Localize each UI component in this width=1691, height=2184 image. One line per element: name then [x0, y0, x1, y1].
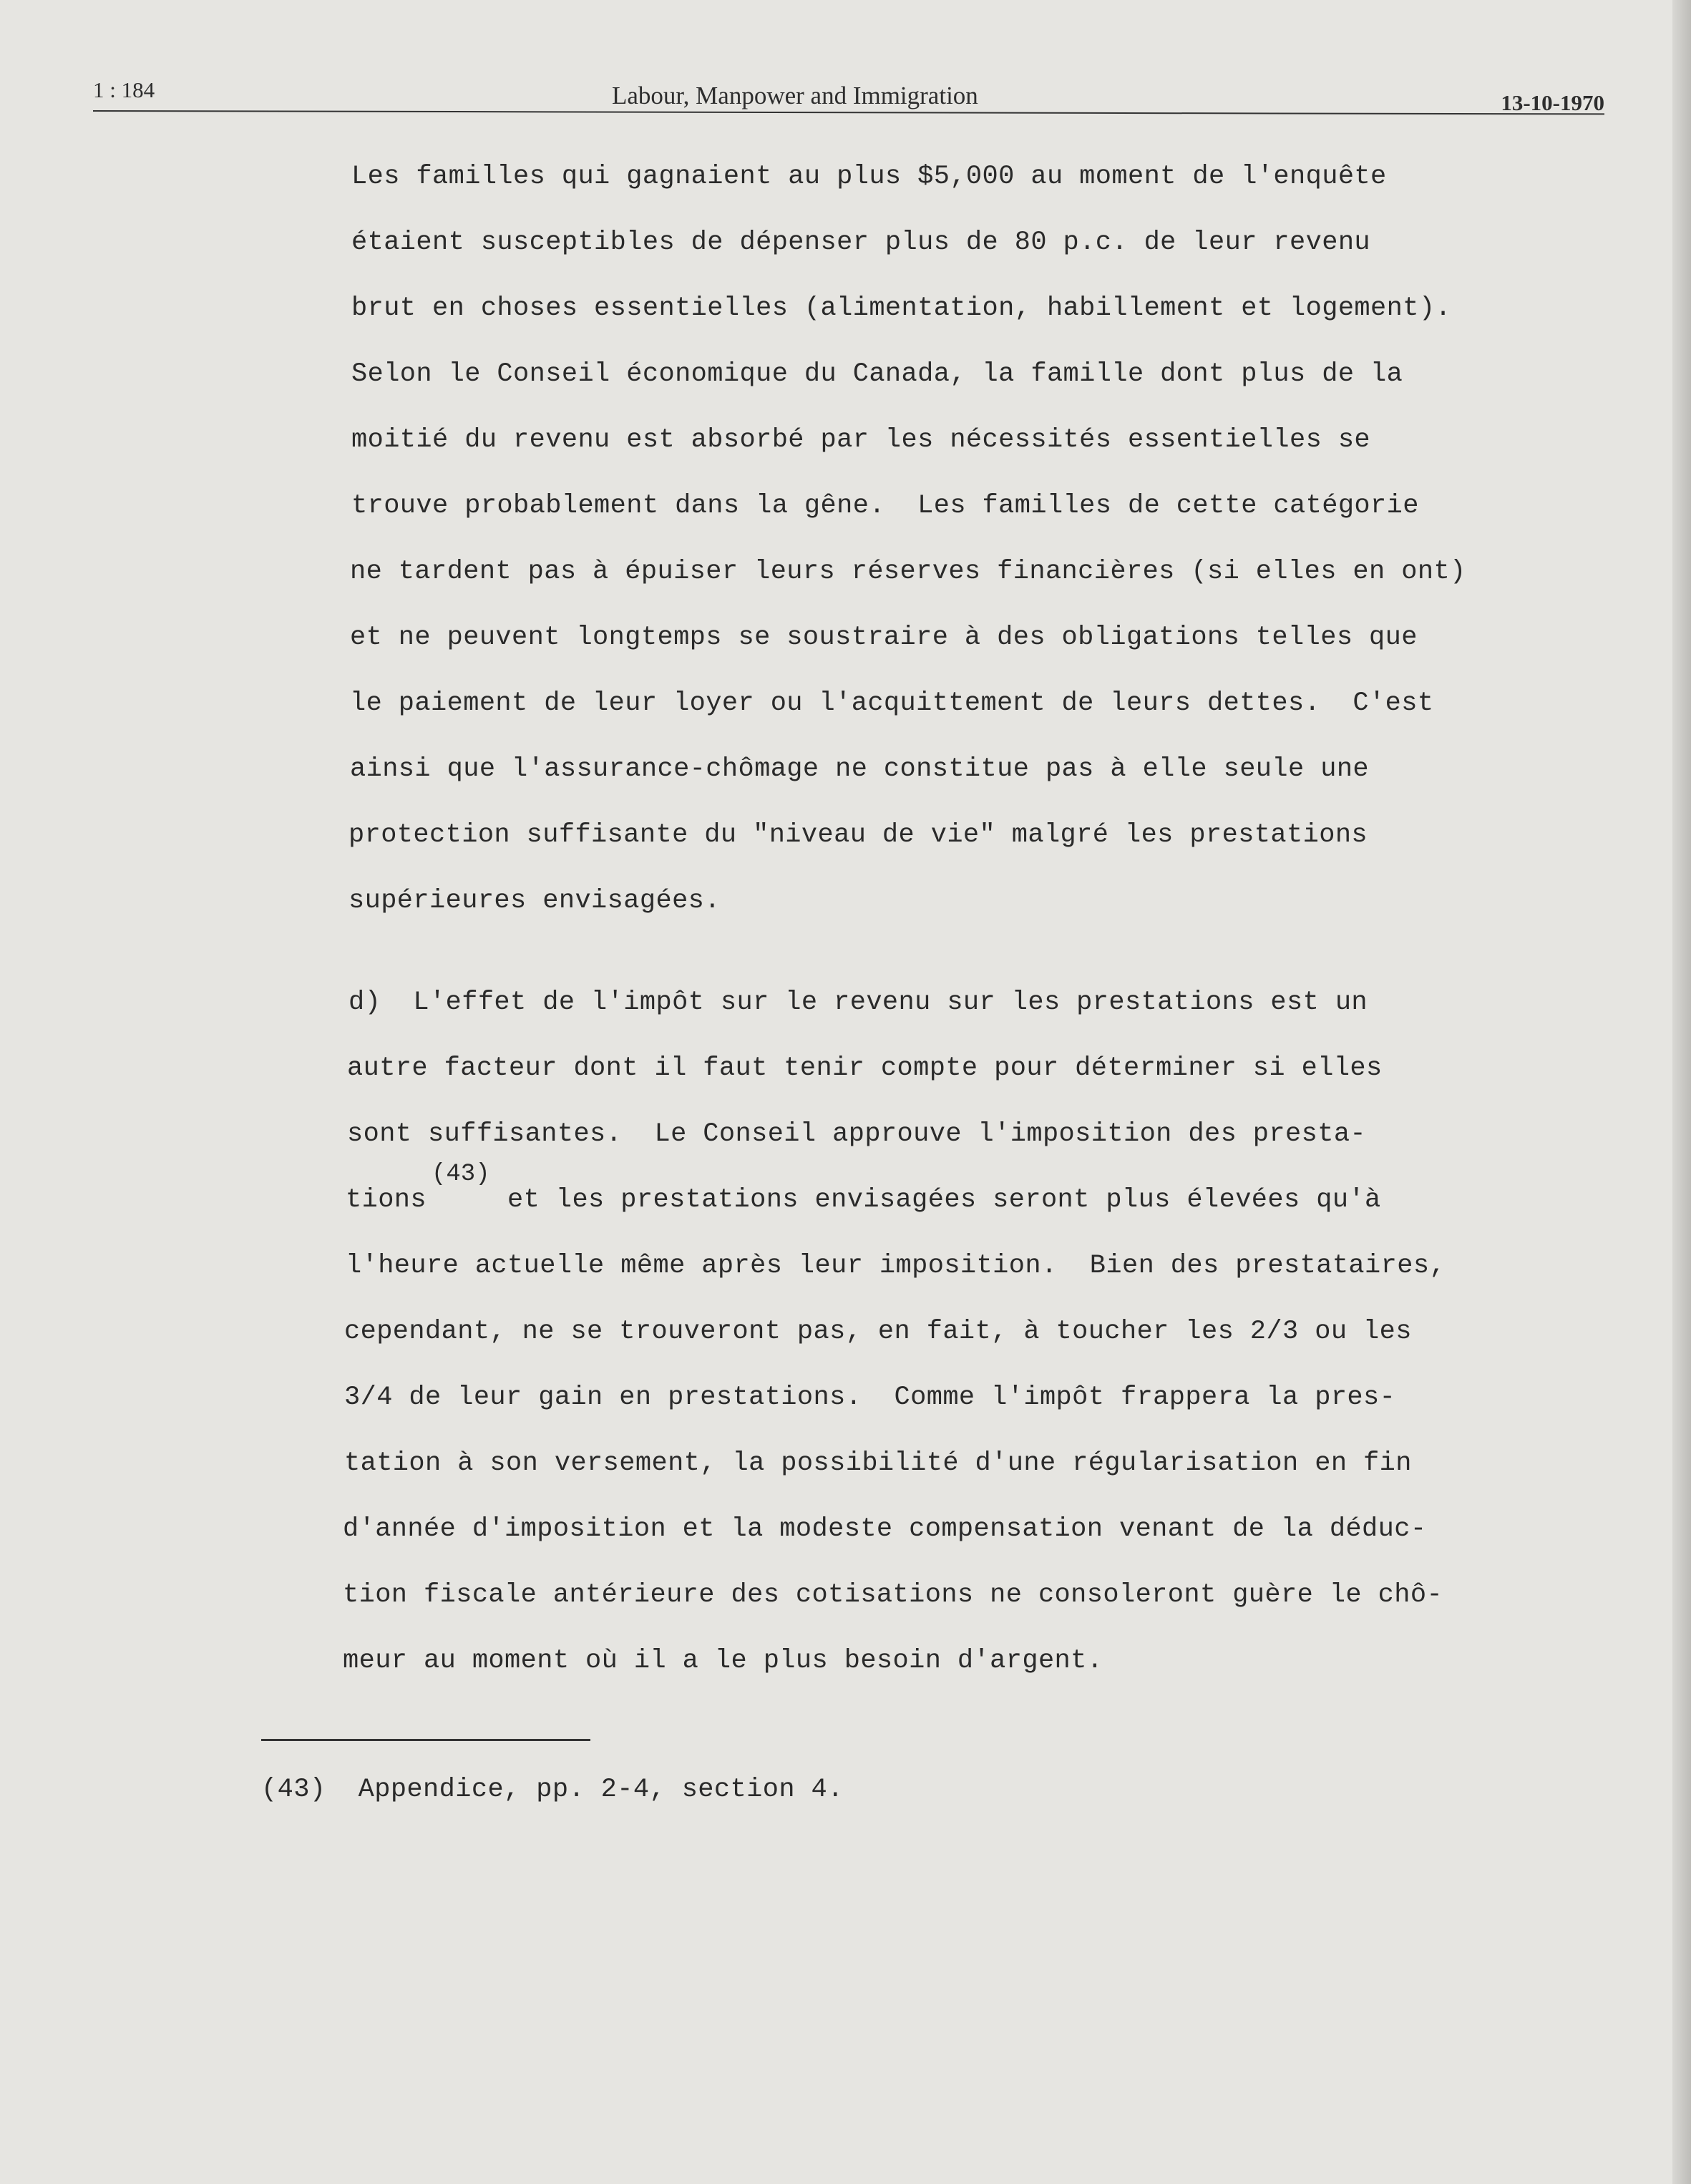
text-line: tions et les prestations envisagées seront plus élevées qu'à	[346, 1185, 1381, 1215]
text-line: moitié du revenu est absorbé par les nécessités essentielles se	[351, 425, 1371, 455]
text-line: protection suffisante du "niveau de vie" malgré les prestations	[349, 820, 1368, 850]
text-line: ne tardent pas à épuiser leurs réserves financières (si elles en ont)	[350, 557, 1466, 587]
text-line: tion fiscale antérieure des cotisations ne consoleront guère le chô-	[343, 1580, 1443, 1610]
journal-title: Labour, Manpower and Immigration	[612, 82, 978, 109]
text-line: 3/4 de leur gain en prestations. Comme l'impôt frappera la pres-	[344, 1383, 1396, 1413]
text-line: meur au moment où il a le plus besoin d'argent.	[343, 1646, 1103, 1676]
text-line: supérieures envisagées.	[349, 886, 721, 916]
page-header	[93, 72, 1604, 129]
text-line: l'heure actuelle même après leur imposition. Bien des prestataires,	[346, 1251, 1446, 1281]
text-line: brut en choses essentielles (alimentation, habillement et logement).	[351, 293, 1452, 323]
text-line: autre facteur dont il faut tenir compte pour déterminer si elles	[347, 1053, 1383, 1083]
page-number: 1 : 184	[93, 77, 155, 102]
footnote-reference: (43)	[432, 1161, 490, 1188]
text-line: sont suffisantes. Le Conseil approuve l'imposition des presta-	[347, 1119, 1367, 1149]
text-line: Selon le Conseil économique du Canada, la famille dont plus de la	[351, 359, 1403, 389]
text-line: cependant, ne se trouveront pas, en fait, à toucher les 2/3 ou les	[344, 1317, 1412, 1347]
text-line: et ne peuvent longtemps se soustraire à des obligations telles que	[350, 623, 1418, 653]
text-line: ainsi que l'assurance-chômage ne constitue pas à elle seule une	[350, 754, 1370, 784]
text-line: le paiement de leur loyer ou l'acquittement de leurs dettes. C'est	[350, 688, 1434, 718]
text-line: étaient susceptibles de dépenser plus de 80 p.c. de leur revenu	[351, 228, 1371, 258]
footnote-rule	[261, 1739, 590, 1741]
header-date: 13-10-1970	[1501, 90, 1604, 115]
page-edge-shadow	[1672, 0, 1691, 2184]
text-line: d) L'effet de l'impôt sur le revenu sur les prestations est un	[349, 988, 1368, 1018]
text-line: d'année d'imposition et la modeste compensation venant de la déduc-	[343, 1514, 1427, 1544]
text-line: tation à son versement, la possibilité d'une régularisation en fin	[344, 1448, 1412, 1478]
text-line: trouve probablement dans la gêne. Les familles de cette catégorie	[351, 491, 1419, 521]
text-line: Les familles qui gagnaient au plus $5,000 au moment de l'enquête	[351, 162, 1387, 192]
footnote-text: (43) Appendice, pp. 2-4, section 4.	[261, 1775, 844, 1805]
